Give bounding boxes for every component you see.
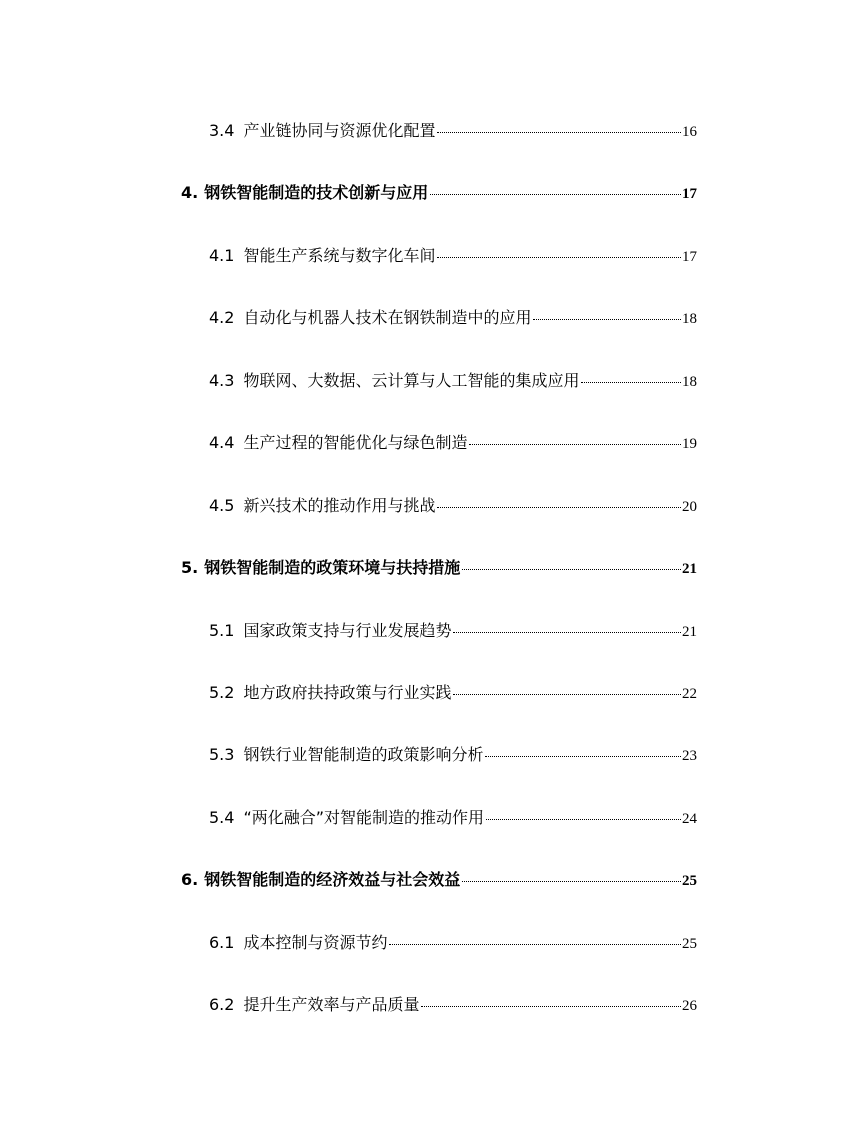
toc-dot-leader — [485, 756, 681, 757]
toc-entry-number: 3.4 — [209, 121, 235, 140]
toc-entry-title: 提升生产效率与产品质量 — [243, 995, 420, 1014]
toc-entry-title: 钢铁智能制造的技术创新与应用 — [204, 183, 429, 202]
toc-entry-number: 5.1 — [209, 621, 235, 640]
toc-entry-title: 钢铁智能制造的政策环境与扶持措施 — [204, 558, 461, 577]
toc-entry-6-1[interactable] — [209, 930, 697, 954]
toc-entry-4-5[interactable] — [209, 493, 697, 517]
toc-entry-page: 18 — [682, 311, 697, 327]
toc-entry-title: 物联网、大数据、云计算与人工智能的集成应用 — [243, 371, 580, 390]
toc-dot-leader — [462, 569, 681, 570]
toc-entry-number: 5.4 — [209, 808, 235, 827]
toc-dot-leader — [421, 1006, 681, 1007]
toc-entry-title: 国家政策支持与行业发展趋势 — [243, 621, 452, 640]
toc-dot-leader — [453, 694, 681, 695]
toc-entry-title: 钢铁智能制造的经济效益与社会效益 — [204, 870, 461, 889]
toc-entry-page: 19 — [682, 436, 697, 452]
toc-entry-number: 5.3 — [209, 745, 235, 764]
toc-entry-page: 25 — [682, 873, 697, 889]
toc-entry-page: 22 — [682, 686, 697, 702]
toc-entry-number: 4. — [181, 183, 199, 202]
toc-entry-page: 21 — [682, 561, 697, 577]
toc-entry-page: 18 — [682, 374, 697, 390]
toc-entry-page: 23 — [682, 748, 697, 764]
toc-entry-number: 5. — [181, 558, 199, 577]
toc-entry-page: 25 — [682, 936, 697, 952]
toc-dot-leader — [437, 132, 681, 133]
toc-entry-page: 17 — [682, 186, 697, 202]
toc-entry-number: 4.5 — [209, 496, 235, 515]
toc-dot-leader — [469, 444, 681, 445]
toc-entry-number: 5.2 — [209, 683, 235, 702]
toc-entry-number: 4.3 — [209, 371, 235, 390]
toc-entry-title: “两化融合”对智能制造的推动作用 — [243, 808, 485, 827]
toc-entry-5-3[interactable] — [209, 742, 697, 766]
toc-dot-leader — [437, 257, 681, 258]
toc-entry-6-2[interactable] — [209, 992, 697, 1016]
toc-entry-title: 新兴技术的推动作用与挑战 — [243, 496, 436, 515]
toc-dot-leader — [533, 319, 681, 320]
toc-entry-4-4[interactable] — [209, 430, 697, 454]
toc-entry-4-1[interactable] — [209, 243, 697, 267]
toc-dot-leader — [389, 944, 681, 945]
toc-entry-title: 地方政府扶持政策与行业实践 — [243, 683, 452, 702]
toc-entry-page: 21 — [682, 624, 697, 640]
toc-entry-page: 24 — [682, 811, 697, 827]
toc-chapter-6[interactable] — [181, 867, 697, 891]
toc-entry-page: 17 — [682, 249, 697, 265]
toc-dot-leader — [453, 632, 681, 633]
toc-chapter-5[interactable] — [181, 555, 697, 579]
toc-entry-number: 6.1 — [209, 933, 235, 952]
toc-dot-leader — [486, 819, 681, 820]
toc-entry-5-1[interactable] — [209, 618, 697, 642]
toc-dot-leader — [430, 194, 681, 195]
toc-dot-leader — [437, 507, 681, 508]
toc-entry-number: 4.4 — [209, 433, 235, 452]
toc-entry-number: 4.1 — [209, 246, 235, 265]
toc-entry-title: 智能生产系统与数字化车间 — [243, 246, 436, 265]
toc-entry-4-3[interactable] — [209, 368, 697, 392]
toc-entry-number: 4.2 — [209, 308, 235, 327]
toc-entry-page: 20 — [682, 499, 697, 515]
toc-entry-number: 6. — [181, 870, 199, 889]
toc-entry-title: 成本控制与资源节约 — [243, 933, 388, 952]
toc-entry-title: 产业链协同与资源优化配置 — [243, 121, 436, 140]
toc-entry-4-2[interactable] — [209, 305, 697, 329]
toc-entry-5-2[interactable] — [209, 680, 697, 704]
toc-entry-5-4[interactable] — [209, 805, 697, 829]
toc-entry-number: 6.2 — [209, 995, 235, 1014]
toc-entry-page: 16 — [682, 124, 697, 140]
toc-entry-3-4[interactable] — [209, 118, 697, 142]
toc-chapter-4[interactable] — [181, 180, 697, 204]
toc-entry-title: 生产过程的智能优化与绿色制造 — [243, 433, 468, 452]
toc-dot-leader — [581, 382, 681, 383]
toc-entry-page: 26 — [682, 998, 697, 1014]
toc-entry-title: 自动化与机器人技术在钢铁制造中的应用 — [243, 308, 532, 327]
toc-entry-title: 钢铁行业智能制造的政策影响分析 — [243, 745, 484, 764]
toc-dot-leader — [462, 881, 681, 882]
